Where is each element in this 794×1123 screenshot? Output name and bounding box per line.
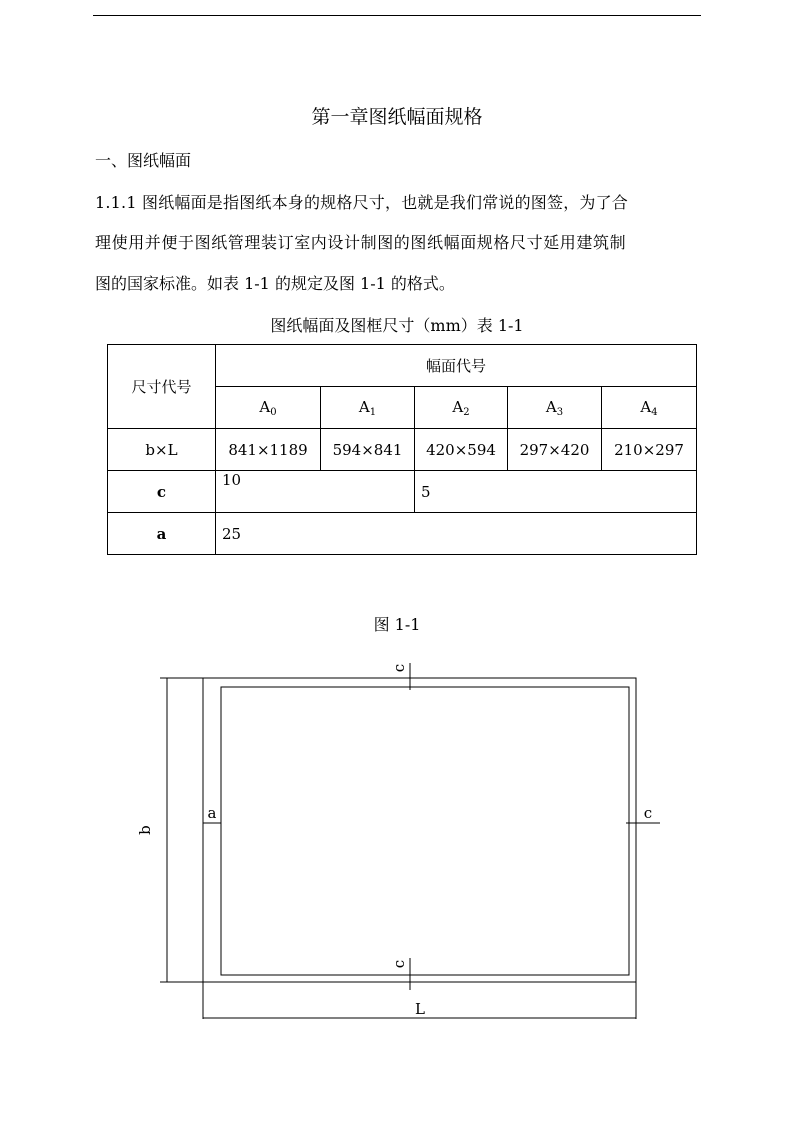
paragraph-line: 1.1.1 图纸幅面是指图纸本身的规格尺寸，也就是我们常说的图签，为了合 [95,193,628,212]
label-c-right: c [643,804,653,822]
table-caption: 图纸幅面及图框尺寸（mm）表 1-1 [270,316,524,335]
paper-size-table [107,344,697,555]
section-heading: 一、图纸幅面 [95,151,192,170]
cell-bl-a1: 594×841 [321,429,415,471]
row-label-a: a [108,513,216,555]
size-code-a1: $A_1$ [321,387,415,429]
label-b: b [136,825,154,835]
row-header-label: 尺寸代号 [108,345,216,429]
size-code-a0: $A_0$ [216,387,321,429]
cell-c-large: 10 [216,471,415,513]
chapter-title: 第一章图纸幅面规格 [311,106,483,128]
label-c-bottom: c [390,959,408,969]
row-label-c: c [108,471,216,513]
label-l: L [415,1000,425,1018]
label-a: a [207,804,217,822]
cell-bl-a4: 210×297 [602,429,697,471]
paper-frame-diagram [0,640,794,1040]
size-code-a3: $A_3$ [508,387,602,429]
label-c-top: c [390,663,408,673]
paragraph-line: 理使用并便于图纸管理装订室内设计制图的图纸幅面规格尺寸延用建筑制 [95,233,627,252]
row-label-bl: b×L [108,429,216,471]
size-code-a2: $A_2$ [415,387,508,429]
size-code-a4: $A_4$ [602,387,697,429]
cell-a: 25 [216,513,697,555]
paragraph-line: 图的国家标准。如表 1-1 的规定及图 1-1 的格式。 [95,274,455,293]
frame-border [221,687,629,975]
group-header: 幅面代号 [216,345,697,387]
cell-bl-a2: 420×594 [415,429,508,471]
cell-bl-a0: 841×1189 [216,429,321,471]
figure-caption: 图 1-1 [373,615,421,634]
header-rule [93,15,701,16]
cell-bl-a3: 297×420 [508,429,602,471]
cell-c-small: 5 [415,471,697,513]
sheet-border [203,678,636,982]
